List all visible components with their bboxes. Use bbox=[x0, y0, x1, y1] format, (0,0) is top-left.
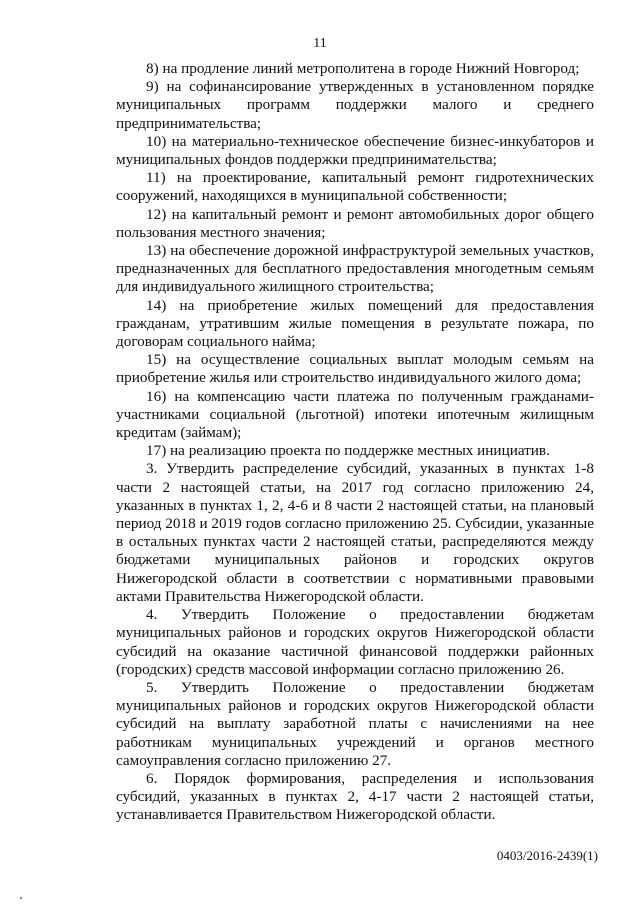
document-code: 0403/2016-2439(1) bbox=[496, 848, 598, 863]
paragraph-clause-5: 5. Утвердить Положение о предоставлении бюджетам муниципальных районов и городских округов Нижегородской области субсидий на выплату заработной платы с начислениями на нее работникам муниципальных учреждений и органов местного самоуправления согласно приложению 27. bbox=[116, 678, 594, 769]
document-body bbox=[116, 60, 594, 825]
paragraph-clause-6: 6. Порядок формирования, распределения и использования субсидий, указанных в пунктах 2, 4-17 части 2 настоящей статьи, устанавливается Правительством Нижегородской области. bbox=[116, 769, 594, 824]
paragraph-item-16: 16) на компенсацию части платежа по полученным гражданами-участниками социальной (льготной) ипотеки ипотечным жилищным кредитам (займам); bbox=[116, 387, 594, 442]
paragraph-item-17: 17) на реализацию проекта по поддержке местных инициатив. bbox=[146, 442, 550, 460]
paragraph-item-15: 15) на осуществление социальных выплат молодым семьям на приобретение жилья или строительство индивидуального жилого дома; bbox=[116, 351, 594, 387]
scan-mark bbox=[20, 897, 22, 899]
paragraph-item-8: 8) на продление линий метрополитена в городе Нижний Новгород; bbox=[146, 60, 580, 77]
paragraph-item-12: 12) на капитальный ремонт и ремонт автомобильных дорог общего пользования местного значения; bbox=[116, 205, 594, 241]
paragraph-item-14: 14) на приобретение жилых помещений для предоставления гражданам, утратившим жилые помещения в результате пожара, по договорам социального найма; bbox=[116, 296, 594, 351]
page-number: 11 bbox=[313, 36, 327, 51]
paragraph-clause-4: 4. Утвердить Положение о предоставлении бюджетам муниципальных районов и городских округов Нижегородской области субсидий на оказание частичной финансовой поддержки районных (городских) средств массовой информации согласно приложению 26. bbox=[116, 606, 594, 678]
paragraph-clause-3: 3. Утвердить распределение субсидий, указанных в пунктах 1-8 части 2 настоящей статьи, на 2017 год согласно приложению 24, указанных в пунктах 1, 2, 4-6 и 8 части 2 настоящей статьи, на плановый период 2018 и 2019 годов согласно приложению 25. Субсидии, указанные в остальных пунктах части 2 настоящей статьи, распределяются между бюджетами муниципальных районов и городских округов Нижегородской области в соответствии с нормативными правовыми актами Правительства Нижегородской области. bbox=[116, 460, 594, 605]
paragraph-item-11: 11) на проектирование, капитальный ремонт гидротехнических сооружений, находящихся в муниципальной собственности; bbox=[116, 169, 594, 205]
paragraph-item-10: 10) на материально-техническое обеспечение бизнес-инкубаторов и муниципальных фондов поддержки предпринимательства; bbox=[116, 132, 594, 169]
paragraph-item-13: 13) на обеспечение дорожной инфраструктурой земельных участков, предназначенных для бесплатного предоставления многодетным семьям для индивидуального жилищного строительства; bbox=[116, 242, 594, 296]
paragraph-item-9: 9) на софинансирование утвержденных в установленном порядке муниципальных программ поддержки малого и среднего предпринимательства; bbox=[116, 78, 594, 132]
